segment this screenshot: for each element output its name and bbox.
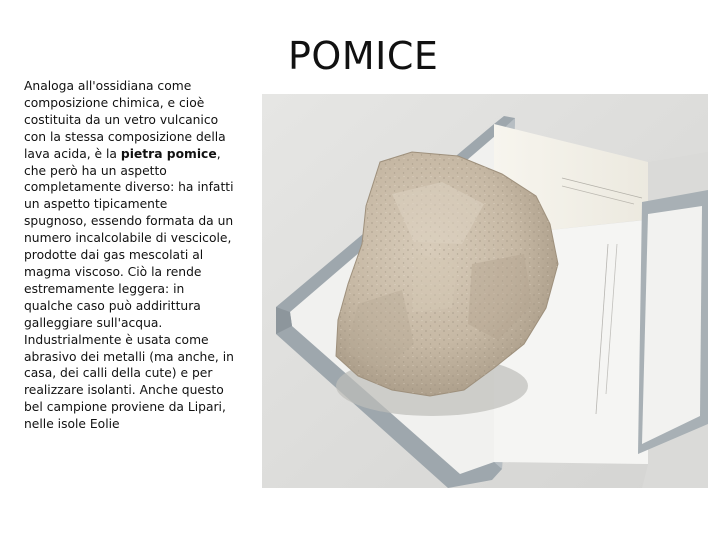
pumice-photo	[262, 94, 708, 488]
description-text-before: Analoga all'ossidiana come composizione chimica, e cioè costituita da un vetro vulcanico con la stessa composizione della lava acida, è la	[24, 79, 226, 161]
description-highlight: pietra pomice	[120, 146, 217, 161]
description-paragraph	[24, 78, 234, 433]
slide-title: POMICE	[288, 34, 439, 78]
description-text-after: , che però ha un aspetto completamente diverso: ha infatti un aspetto tipicamente spugnoso, essendo formata da un numero incalcolabile di vescicole, prodotte dai gas mescolati al magma viscoso. Ciò la rende estremamente leggera: in qualche caso può addirittura galleggiare sull'acqua. Industrialmente è usata come abrasivo dei metalli (ma anche, in casa, dei calli della cute) e per realizzare isolanti. Anche questo bel campione proviene da Lipari, nelle isole Eolie	[24, 146, 234, 432]
